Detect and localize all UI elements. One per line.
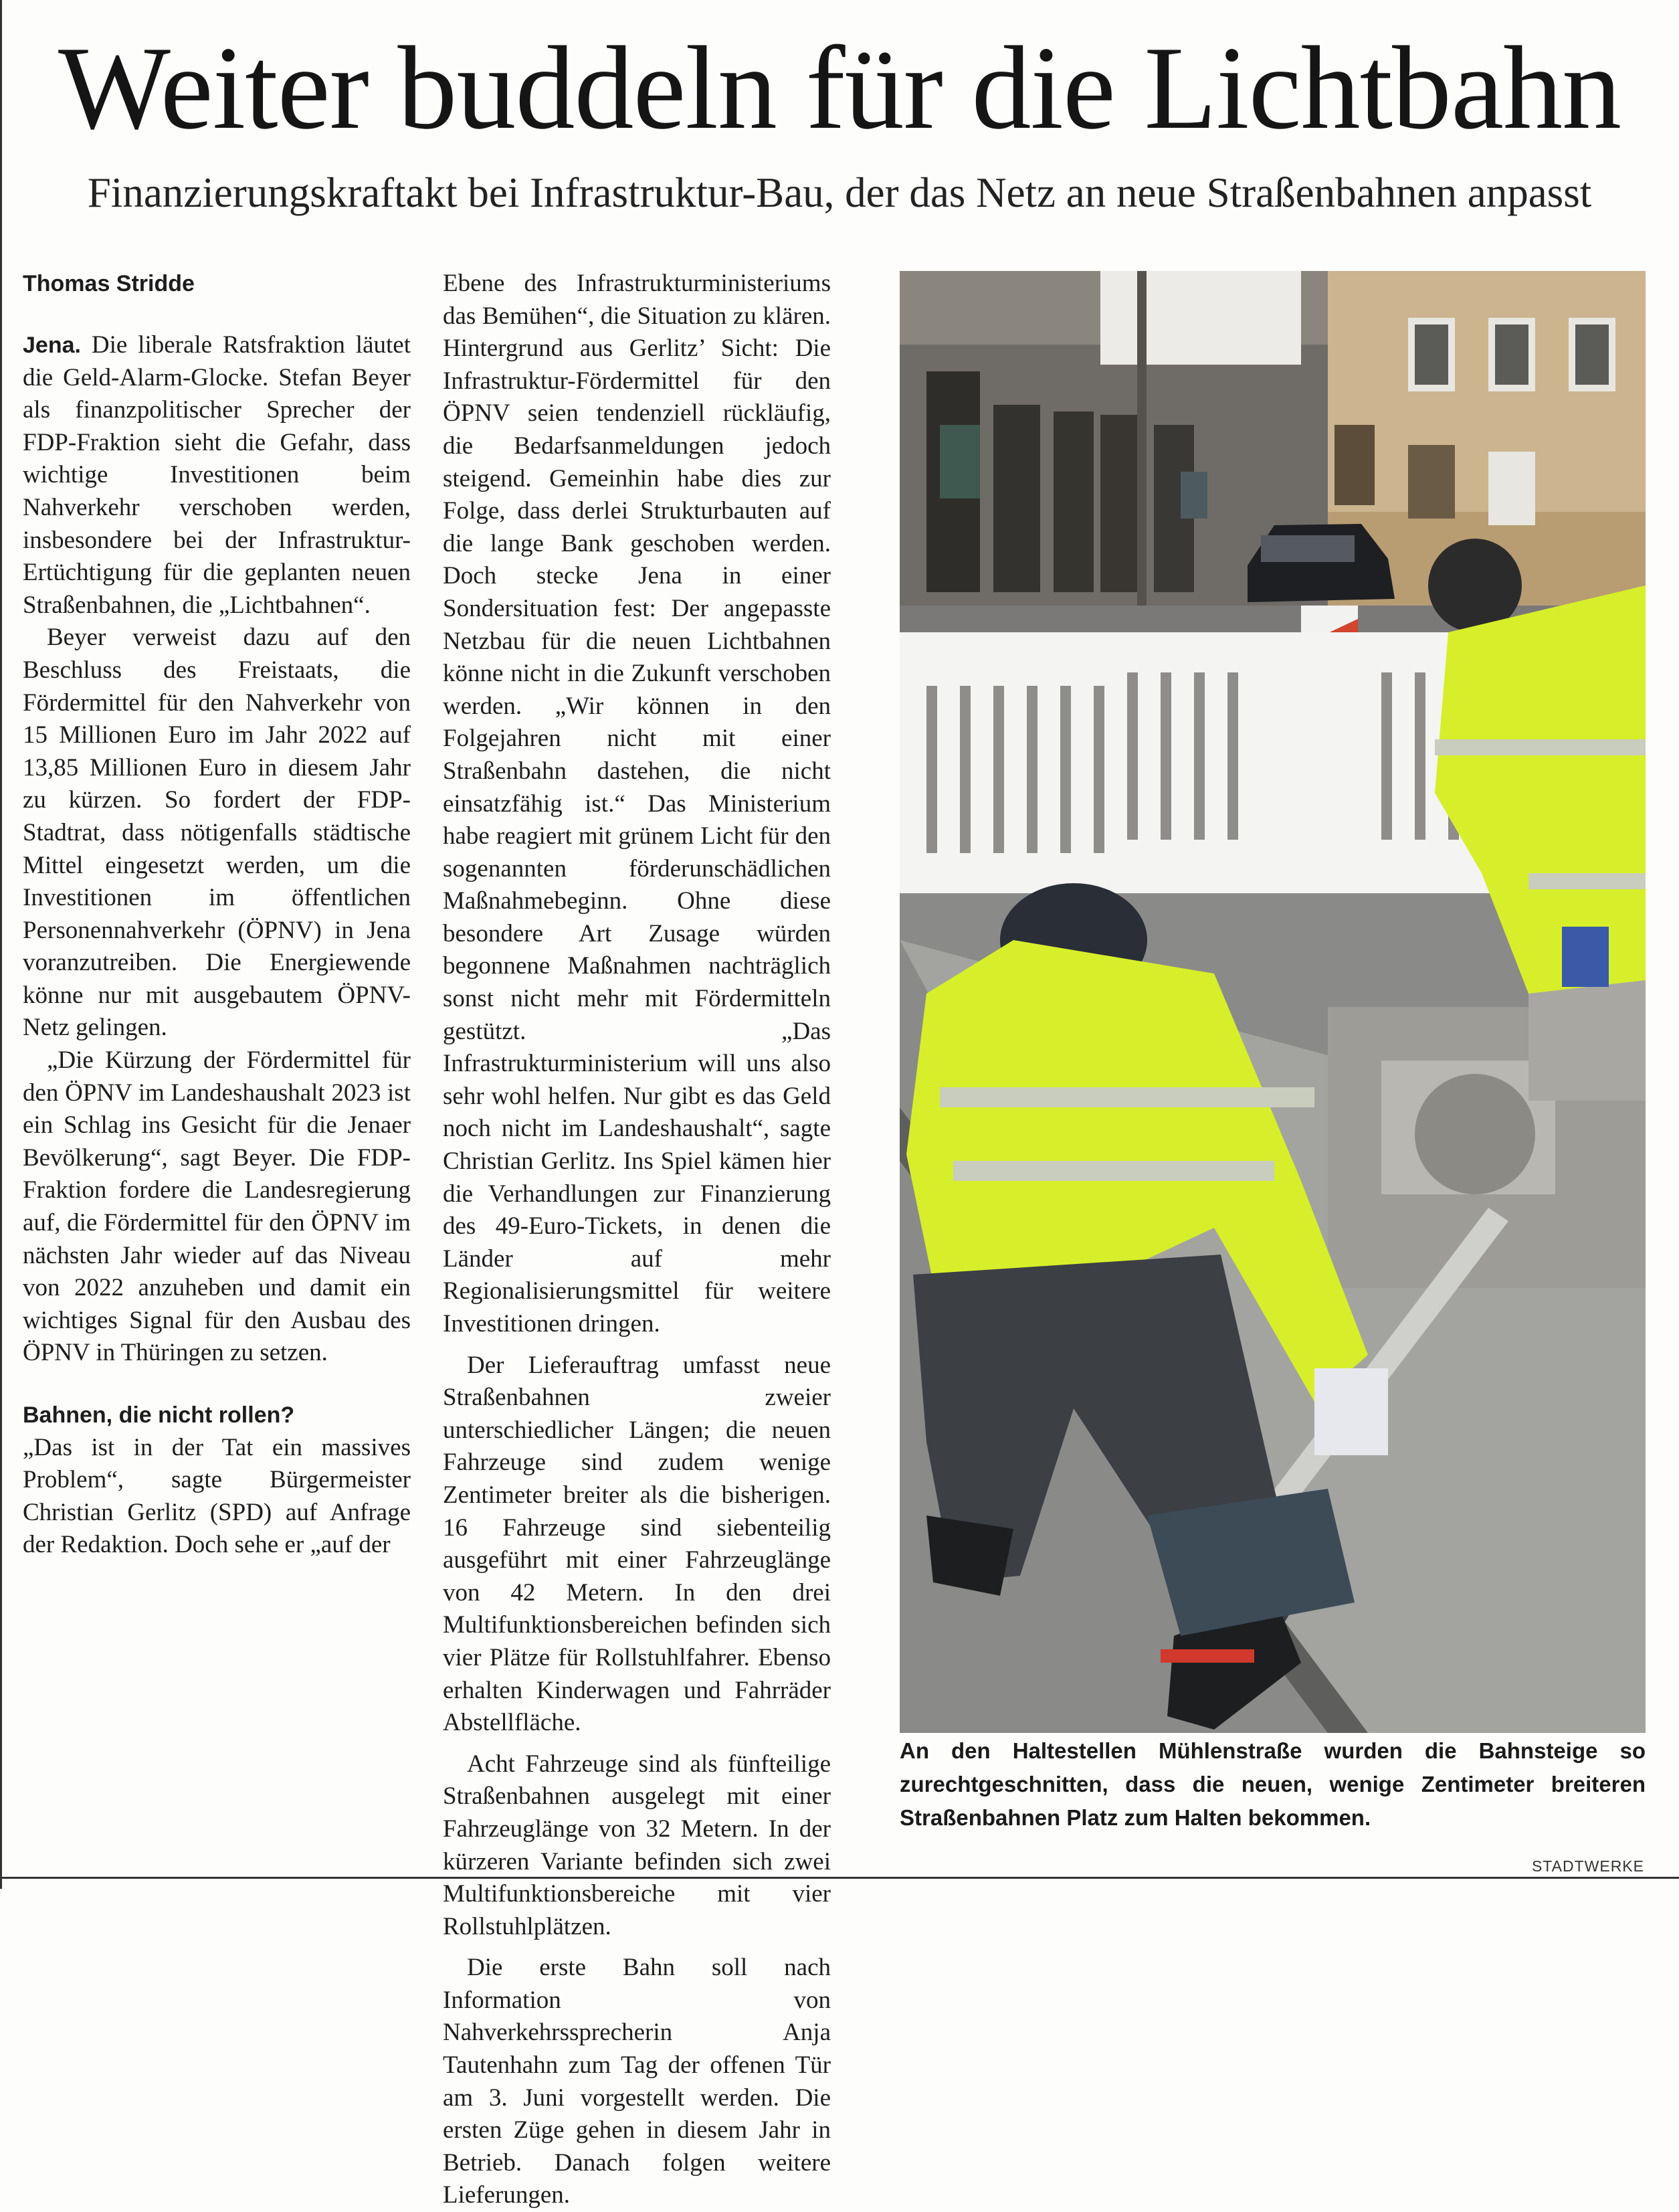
paragraph-7: Die erste Bahn soll nach Information von Nahverkehrssprecherin Anja Tautenhahn zum Tag der offenen Tür am 3. Juni vorgestellt werden. Die ersten Züge gehen in diesem Jahr in Betrieb. Danach folgen weitere Lieferungen. — [443, 1954, 831, 2209]
page-rule-bottom — [0, 1877, 1679, 1879]
paragraph-1 — [23, 329, 411, 622]
page-rule-left — [0, 0, 2, 1889]
subheading: Bahnen, die nicht rollen? — [23, 1402, 295, 1428]
photo-credit: STADTWERKE — [1531, 1857, 1644, 1875]
paragraph-3: „Die Kürzung der Fördermittel für den ÖPNV im Landeshaushalt 2023 ist ein Schlag ins Gesicht für die Jenaer Bevölkerung“, sagt Beyer. Die FDP-Fraktion fordere die Landesregierung auf, die Fördermittel für den ÖPNV im nächsten Jahr wieder auf das Niveau von 2022 anzuheben und damit ein wichtiges Signal für den Ausbau des ÖPNV in Thüringen zu setzen. — [23, 1046, 411, 1367]
paragraph-2: Beyer verweist dazu auf den Beschluss des Freistaats, die Fördermittel für den Nahverkehr von 15 Millionen Euro im Jahr 2022 auf 13,85 Millionen Euro in diesem Jahr zu kürzen. So fordert der FDP-Stadtrat, dass nötigenfalls städtische Mittel eingesetzt werden, um die Investitionen im öffentlichen Personennahverkehr (ÖPNV) in Jena voranzutreiben. Die Energiewende könne nur mit ausgebautem ÖPNV-Netz gelingen. — [23, 624, 411, 1042]
paragraph-5: Der Lieferauftrag umfasst neue Straßenbahnen zweier unterschiedlicher Längen; die neuen Fahrzeuge sind zudem wenige Zentimeter breiter als die bisherigen. 16 Fahrzeuge sind siebenteilig ausgeführt mit einer Fahrzeuglänge von 42 Metern. In den drei Multifunktionsbereichen befinden sich vier Plätze für Rollstuhlfahrer. Ebenso erhalten Kinderwagen und Fahrräder Abstellfläche. — [443, 1351, 831, 1737]
paragraph-1-text: Die liberale Ratsfraktion läutet die Geld-Alarm-Glocke. Stefan Beyer als finanzpolitischer Sprecher der FDP-Fraktion sieht die Gefahr, dass wichtige Investitionen beim Nahverkehr verschoben werden, insbesondere bei der Infrastruktur-Ertüchtigung für die geplanten neuen Straßenbahnen, die „Lichtbahnen“. — [23, 331, 411, 619]
headline: Weiter buddeln für die Lichtbahn — [58, 21, 1621, 154]
photo-caption: An den Haltestellen Mühlenstraße wurden die Bahnsteige so zurechtgeschnitten, dass die neuen, wenige Zentimeter breiteren Straßenbahnen Platz zum Halten bekommen. — [900, 1738, 1646, 1830]
text-column-2 — [443, 268, 831, 2212]
paragraph-4: „Das ist in der Tat ein massives Problem“, sagte Bürgermeister Christian Gerlitz (SPD) auf Anfrage der Redaktion. Doch sehe er „auf der — [23, 1433, 411, 1559]
article-photo — [900, 271, 1646, 1733]
text-column-1 — [23, 268, 411, 1562]
author-byline: Thomas Stridde — [23, 271, 195, 296]
paragraph-6: Acht Fahrzeuge sind als fünfteilige Straßenbahnen ausgelegt mit einer Fahrzeuglänge von 32 Metern. In der kürzeren Variante befinden sich zwei Multifunktionsbereiche mit vier Rollstuhlplätzen. — [443, 1750, 831, 1940]
dateline: Jena. — [23, 333, 81, 358]
subheadline: Finanzierungskraftakt bei Infrastruktur-Bau, der das Netz an neue Straßenbahnen anpasst — [87, 169, 1592, 216]
paragraph-4-continued: Ebene des Infrastrukturministeriums das Bemühen“, die Situation zu klären. Hintergrund aus Gerlitz’ Sicht: Die Infrastruktur-Fördermittel für den ÖPNV seien tendenziell rückläufig, die Bedarfsanmeldungen jedoch steigend. Gemeinhin habe dies zur Folge, dass derlei Strukturbauten auf die lange Bank geschoben werden. Doch stecke Jena in einer Sondersituation fest: Der angepasste Netzbau für die neuen Lichtbahnen könne nicht in die Zukunft verschoben werden. „Wir können in den Folgejahren nicht mit einer Straßenbahn dastehen, die nicht einsatzfähig ist.“ Das Ministerium habe reagiert mit grünem Licht für den sogenannten förderunschädlichen Maßnahmebeginn. Ohne diese besondere Art Zusage würden begonnene Maßnahmen nachträglich sonst nicht mehr mit Fördermitteln gestützt. „Das Infrastrukturministerium will uns also sehr wohl helfen. Nur gibt es das Geld noch nicht im Landeshaushalt“, sagte Christian Gerlitz. Ins Spiel kämen hier die Verhandlungen zur Finanzierung des 49-Euro-Tickets, in denen die Länder auf mehr Regionalisierungsmittel für weitere Investitionen dringen. — [443, 270, 831, 1338]
